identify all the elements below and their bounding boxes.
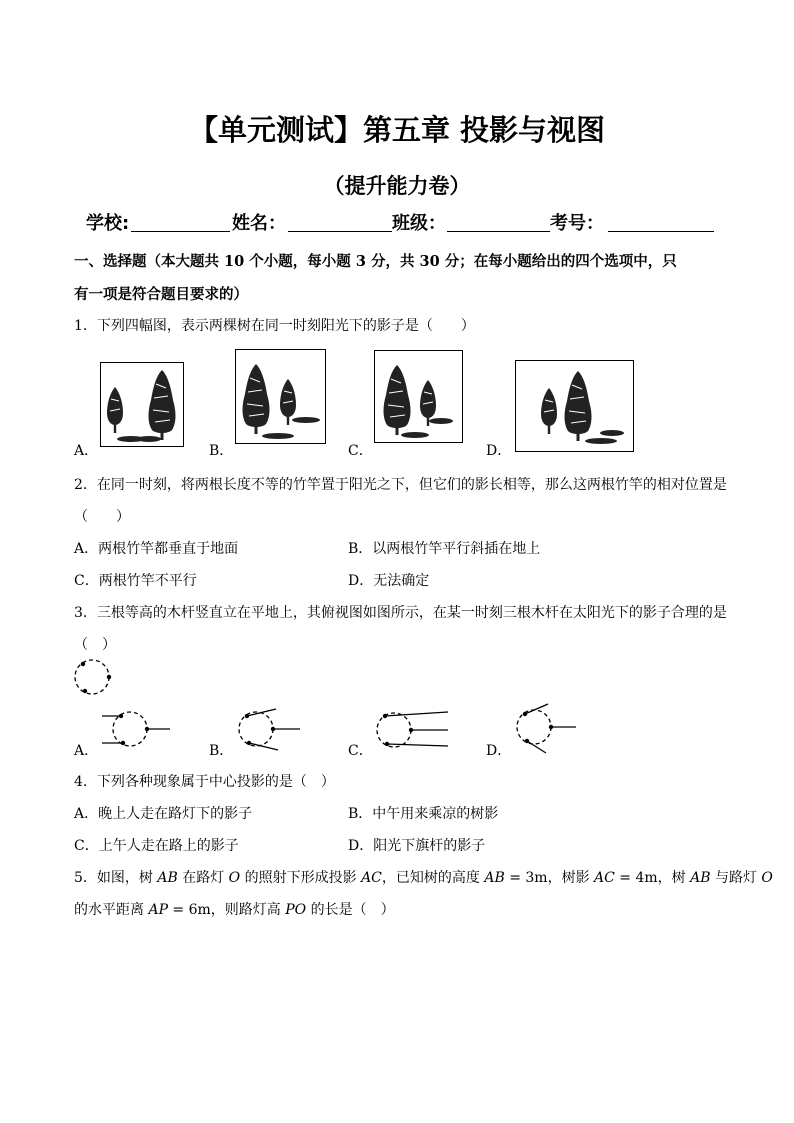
q3-option-c-label: C． bbox=[348, 743, 373, 759]
q5-math: AP bbox=[148, 902, 168, 918]
q5-text-part: = 4m，树 bbox=[614, 870, 691, 886]
q1-option-b-trees bbox=[236, 350, 325, 443]
q5-text-part: ，已知树的高度 bbox=[381, 870, 485, 886]
page-subtitle: （提升能力卷） bbox=[323, 174, 471, 198]
q3-option-c-figure[interactable] bbox=[370, 706, 452, 754]
number-label: 考号： bbox=[550, 213, 604, 234]
q5-math: AC bbox=[361, 870, 382, 886]
q1-option-c-label: C． bbox=[348, 443, 373, 459]
question-2-text-cont: （ ） bbox=[74, 509, 130, 525]
class-field[interactable] bbox=[447, 231, 550, 232]
q2-option-b[interactable]: B．以两根竹竿平行斜插在地上 bbox=[348, 541, 541, 557]
q4-option-a[interactable]: A．晚上人走在路灯下的影子 bbox=[74, 806, 253, 822]
q1-option-d-label: D． bbox=[486, 443, 512, 459]
section-heading-line1: 一、选择题（本大题共 10 个小题，每小题 3 分，共 30 分；在每小题给出的四个选项中，只 bbox=[74, 253, 677, 270]
q1-option-d-trees bbox=[516, 361, 633, 451]
q5-math: AB bbox=[484, 870, 505, 886]
q5-math: O bbox=[228, 870, 241, 886]
q5-text-part: 的照射下形成投影 bbox=[240, 870, 362, 886]
question-5-text bbox=[74, 867, 773, 887]
q1-option-a-figure[interactable] bbox=[100, 362, 184, 447]
q5-math: AC bbox=[594, 870, 615, 886]
q3-top-view-figure bbox=[70, 657, 118, 697]
number-field[interactable] bbox=[608, 231, 714, 232]
school-label: 学校: bbox=[86, 213, 130, 234]
page-title: 【单元测试】第五章 投影与视图 bbox=[188, 113, 606, 147]
q1-option-c-figure[interactable] bbox=[374, 350, 463, 443]
q1-option-b-figure[interactable] bbox=[235, 349, 326, 444]
q5-math: AB bbox=[157, 870, 178, 886]
q4-option-b[interactable]: B．中午用来乘凉的树影 bbox=[348, 806, 499, 822]
q3-option-a-figure[interactable] bbox=[98, 706, 174, 752]
class-label: 班级： bbox=[392, 213, 446, 234]
q2-option-d[interactable]: D．无法确定 bbox=[348, 573, 430, 589]
q5-text-part: 的水平距离 bbox=[74, 902, 149, 918]
q1-option-d-figure[interactable] bbox=[515, 360, 634, 452]
q1-option-b-label: B． bbox=[209, 443, 234, 459]
question-3-text: 3．三根等高的木杆竖直立在平地上，其俯视图如图所示，在某一时刻三根木杆在太阳光下的影子合理的是 bbox=[74, 605, 727, 621]
q3-option-d-label: D． bbox=[486, 743, 512, 759]
q1-option-a-label: A． bbox=[74, 443, 99, 459]
q3-option-d-figure[interactable] bbox=[508, 700, 580, 756]
name-label: 姓名： bbox=[232, 213, 286, 234]
q3-option-b-figure[interactable] bbox=[232, 704, 304, 754]
question-1-text: 1．下列四幅图，表示两棵树在同一时刻阳光下的影子是（ ） bbox=[74, 318, 475, 334]
q5-text-part: = 3m，树影 bbox=[504, 870, 595, 886]
question-5-text-cont bbox=[74, 899, 395, 919]
q1-option-c-trees bbox=[375, 351, 462, 442]
q5-text-part: 与路灯 bbox=[710, 870, 762, 886]
q3-option-b-label: B． bbox=[209, 743, 234, 759]
q2-option-c[interactable]: C．两根竹竿不平行 bbox=[74, 573, 197, 589]
q5-math: PO bbox=[285, 902, 307, 918]
q5-text-part: 的长是（ ） bbox=[306, 902, 395, 918]
q5-text-part: = 6m，则路灯高 bbox=[167, 902, 286, 918]
q5-math: O bbox=[761, 870, 773, 886]
question-4-text: 4．下列各种现象属于中心投影的是（ ） bbox=[74, 774, 335, 790]
q4-option-d[interactable]: D．阳光下旗杆的影子 bbox=[348, 838, 486, 854]
school-field[interactable] bbox=[131, 231, 230, 232]
question-3-text-cont: （ ） bbox=[74, 637, 116, 653]
question-2-text: 2．在同一时刻，将两根长度不等的竹竿置于阳光之下，但它们的影长相等，那么这两根竹竿的相对位置是 bbox=[74, 477, 727, 493]
q5-math: AB bbox=[690, 870, 711, 886]
q1-option-a-trees bbox=[101, 363, 183, 446]
name-field[interactable] bbox=[288, 231, 392, 232]
q2-option-a[interactable]: A．两根竹竿都垂直于地面 bbox=[74, 541, 239, 557]
q3-option-a-label: A． bbox=[74, 743, 99, 759]
section-heading-line2: 有一项是符合题目要求的） bbox=[74, 286, 248, 303]
q5-text-part: 5．如图，树 bbox=[74, 870, 158, 886]
q4-option-c[interactable]: C．上午人走在路上的影子 bbox=[74, 838, 239, 854]
q5-text-part: 在路灯 bbox=[177, 870, 229, 886]
